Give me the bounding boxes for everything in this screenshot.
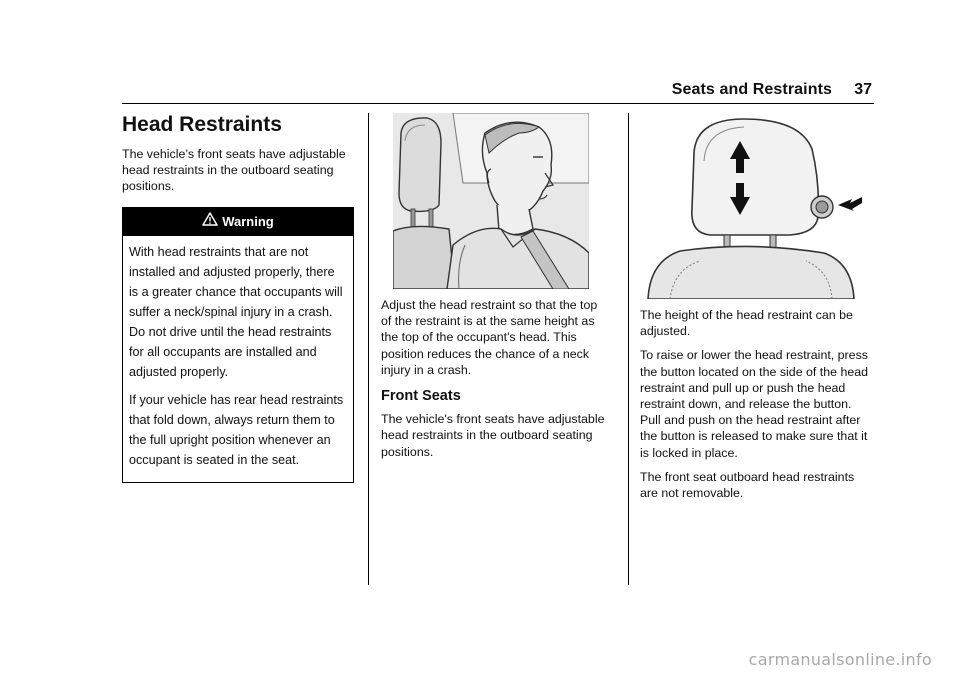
section-title: Seats and Restraints [671,81,832,98]
warning-paragraph: With head restraints that are not installed and adjusted properly, there is a greater chance that occupants will suffer a neck/spinal injury in a crash. Do not drive until the head restraints for all occupants are installed and adjusted properly. [129,244,343,379]
watermark: carmanualsonline.info [748,650,932,669]
header-rule [122,103,874,104]
warning-paragraph: If your vehicle has rear head restraints that fold down, always return them to the full upright position whenever an occupant is seated in the seat. [129,392,344,467]
warning-label: Warning [222,213,274,229]
warning-body [123,236,353,482]
raise-lower-paragraph: To raise or lower the head restraint, press the button located on the side of the head restraint and pull up or push the head restraint down, and release the button. Pull and push on the head restraint after the button is released to make sure that it is locked in place. [640,348,869,460]
page-heading: Head Restraints [122,113,282,136]
height-paragraph: The height of the head restraint can be adjusted. [640,308,853,339]
front-seats-paragraph: The vehicle's front seats have adjustable head restraints in the outboard seating positions. [381,412,605,459]
column-front-seats [381,113,611,468]
warning-header [123,208,353,236]
column-adjustment [640,113,872,509]
not-removable-paragraph: The front seat outboard head restraints are not removable. [640,469,855,501]
column-divider-1 [368,113,369,585]
occupant-head-restraint-illustration [393,113,589,289]
warning-box [122,207,354,483]
subheading-front-seats: Front Seats [381,388,461,405]
adjust-paragraph: Adjust the head restraint so that the top of the restraint is at the same height as the top of the occupant's head. This position reduces the chance of a neck injury in a crash. [381,298,598,377]
head-restraint-adjust-button-illustration [640,113,862,299]
intro-paragraph: The vehicle’s front seats have adjustable head restraints in the outboard seating positions. [122,147,346,194]
column-head-restraints [122,113,354,483]
column-divider-2 [628,113,629,585]
warning-triangle-icon [202,208,218,236]
page-number: 37 [854,81,872,98]
